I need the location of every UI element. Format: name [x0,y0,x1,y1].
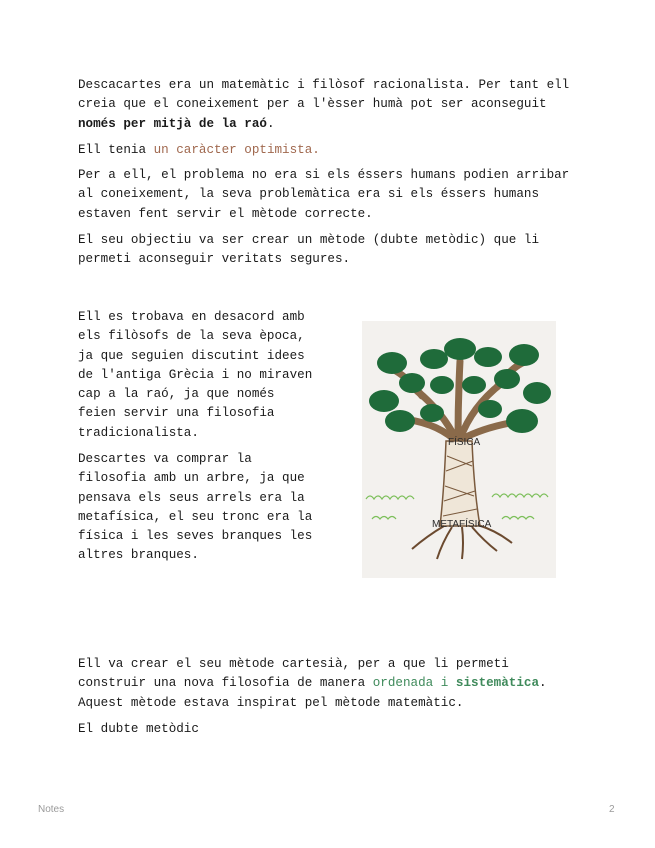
objective-paragraph: El seu objectiu va ser crear un mètode (dubte metòdic) que li permeti aconseguir veritats segures. [78,233,540,267]
method-paragraph: Ell va crear el seu mètode cartesià, per a que li permeti construir una nova filosofia de manera ordenada i sistemàtica. Aquest mètode estava inspirat pel mètode matemàtic. [78,657,547,710]
tree-analogy-paragraph: Descartes va comprar la filosofia amb un arbre, ja que pensava els seus arrels era la metafísica, el seu tronc era la física i les seves branques les altres branques. [78,452,313,563]
page-number: 2 [609,804,615,815]
emphasis-text: només per mitjà de la raó [78,116,267,131]
optimism-paragraph: Ell tenia un caràcter optimista. [78,143,320,157]
philosophy-tree-image [362,321,556,578]
roots-label: METAFÍSICA [432,519,492,530]
trunk-label: FÍSICA [448,437,481,448]
problem-paragraph: Per a ell, el problema no era si els éssers humans podien arribar al coneixement, la seva problemàtica era si els éssers humans estaven fent servir el mètode correcte. [78,168,570,221]
intro-paragraph: Descacartes era un matemàtic i filòsof racionalista. Per tant ell creia que el coneixement per a l'èsser humà pot ser aconseguit només per mitjà de la raó. [78,78,570,131]
footer-section-label: Notes [38,804,65,815]
methodic-doubt-heading: El dubte metòdic [78,722,199,736]
emphasis-text: sistemàtica [455,676,540,691]
tree-illustration [362,321,556,578]
disagreement-paragraph: Ell es trobava en desacord amb els filòsofs de la seva època, ja que seguien discutint idees de l'antiga Grècia i no miraven cap a la raó, ja que només feien servir una filosofia tradicionalista. [78,310,313,440]
highlighted-text: un caràcter optimista. [153,143,320,157]
highlighted-text: ordenada i [372,676,456,691]
